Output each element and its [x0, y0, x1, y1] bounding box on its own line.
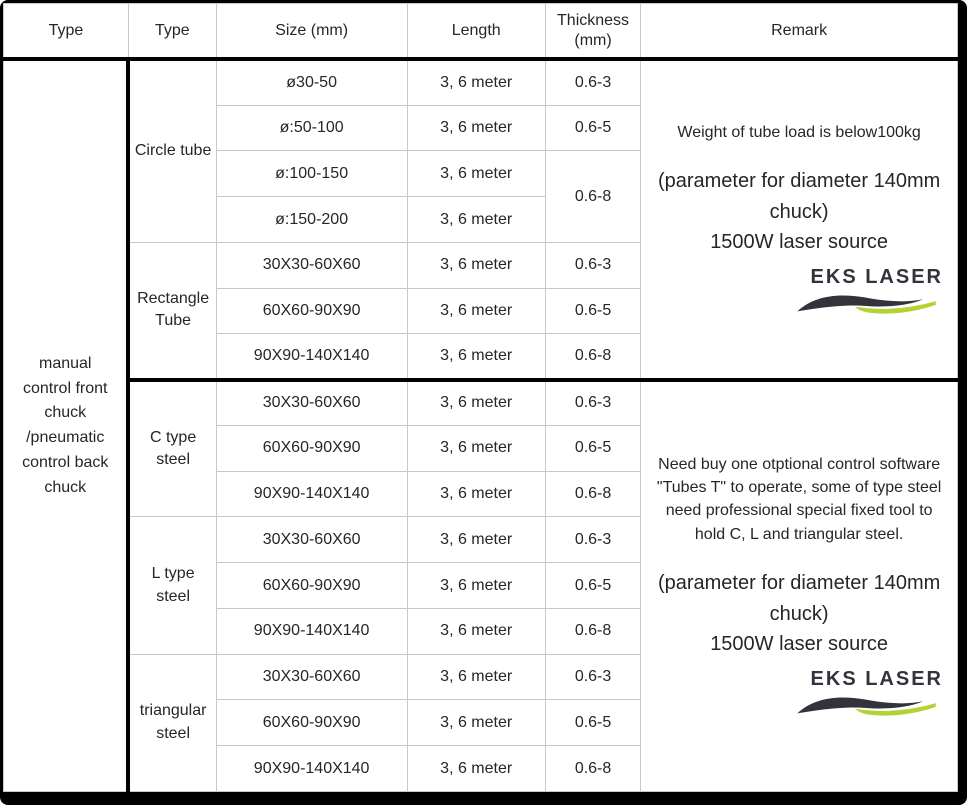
remark-parameter: (parameter for diameter 140mm chuck) [657, 170, 941, 224]
remark-laser-source: 1500W laser source [710, 632, 889, 655]
length-cell: 3, 6 meter [407, 746, 545, 792]
length-cell: 3, 6 meter [407, 151, 545, 197]
tube-type-l-steel: L type steel [128, 517, 216, 654]
table-row [4, 380, 958, 426]
length-cell: 3, 6 meter [407, 242, 545, 288]
size-cell: 90X90-140X140 [216, 608, 407, 654]
size-cell: 90X90-140X140 [216, 746, 407, 792]
size-cell: 30X30-60X60 [216, 242, 407, 288]
thickness-cell: 0.6-3 [545, 517, 640, 563]
tube-type-triangular-steel: triangular steel [128, 654, 216, 791]
size-cell: 60X60-90X90 [216, 700, 407, 746]
size-cell: ø:150-200 [216, 197, 407, 243]
size-cell: 90X90-140X140 [216, 334, 407, 380]
size-cell: 60X60-90X90 [216, 425, 407, 471]
remark-tube-cell [641, 59, 958, 379]
thickness-cell: 0.6-5 [545, 563, 640, 609]
thickness-cell: 0.6-8 [545, 471, 640, 517]
tube-type-circle: Circle tube [128, 59, 216, 242]
table-sheet [3, 3, 958, 792]
tube-type-rectangle: Rectangle Tube [128, 242, 216, 379]
length-cell: 3, 6 meter [407, 197, 545, 243]
remark-parameter: (parameter for diameter 140mm chuck) [657, 571, 941, 625]
size-cell: 30X30-60X60 [216, 654, 407, 700]
header-length: Length [407, 4, 545, 60]
thickness-cell-merged: 0.6-8 [545, 151, 640, 243]
length-cell: 3, 6 meter [407, 105, 545, 151]
size-cell: 60X60-90X90 [216, 563, 407, 609]
size-cell: ø:100-150 [216, 151, 407, 197]
eks-laser-logo [791, 266, 943, 318]
thickness-cell: 0.6-5 [545, 288, 640, 334]
thickness-cell: 0.6-3 [545, 380, 640, 426]
header-type-1: Type [4, 4, 129, 60]
thickness-cell: 0.6-8 [545, 608, 640, 654]
thickness-cell: 0.6-3 [545, 654, 640, 700]
remark-note: Weight of tube load is below100kg [677, 123, 921, 141]
eks-laser-swoosh-icon [791, 691, 943, 720]
length-cell: 3, 6 meter [407, 380, 545, 426]
length-cell: 3, 6 meter [407, 334, 545, 380]
header-type-2: Type [128, 4, 216, 60]
length-cell: 3, 6 meter [407, 59, 545, 105]
header-thickness: Thickness (mm) [545, 4, 640, 60]
length-cell: 3, 6 meter [407, 563, 545, 609]
length-cell: 3, 6 meter [407, 654, 545, 700]
length-cell: 3, 6 meter [407, 471, 545, 517]
size-cell: 30X30-60X60 [216, 517, 407, 563]
size-cell: ø:50-100 [216, 105, 407, 151]
size-cell: 60X60-90X90 [216, 288, 407, 334]
eks-laser-swoosh-icon [791, 289, 943, 318]
thickness-cell: 0.6-8 [545, 334, 640, 380]
thickness-cell: 0.6-8 [545, 746, 640, 792]
size-cell: 30X30-60X60 [216, 380, 407, 426]
eks-laser-logo-text: EKS LASER [810, 667, 943, 690]
length-cell: 3, 6 meter [407, 425, 545, 471]
length-cell: 3, 6 meter [407, 288, 545, 334]
header-remark: Remark [641, 4, 958, 60]
thickness-cell: 0.6-5 [545, 105, 640, 151]
remark-steel-cell [641, 380, 958, 792]
spec-table [3, 3, 958, 792]
length-cell: 3, 6 meter [407, 608, 545, 654]
thickness-cell: 0.6-5 [545, 425, 640, 471]
length-cell: 3, 6 meter [407, 700, 545, 746]
thickness-cell: 0.6-5 [545, 700, 640, 746]
thickness-cell: 0.6-3 [545, 59, 640, 105]
remark-note: Need buy one otptional control software "Tubes T" to operate, some of type steel need professional special fixed tool to hold C, L and triangular steel. [656, 455, 942, 543]
eks-laser-logo-text: EKS LASER [810, 266, 943, 289]
remark-laser-source: 1500W laser source [710, 231, 889, 254]
table-row [4, 59, 958, 105]
header-row [4, 4, 958, 60]
eks-laser-logo [791, 668, 943, 720]
thickness-cell: 0.6-3 [545, 242, 640, 288]
size-cell: 90X90-140X140 [216, 471, 407, 517]
size-cell: ø30-50 [216, 59, 407, 105]
machine-type-cell: manual control front chuck /pneumatic control back chuck [4, 59, 129, 791]
length-cell: 3, 6 meter [407, 517, 545, 563]
tube-type-c-steel: C type steel [128, 380, 216, 517]
header-size: Size (mm) [216, 4, 407, 60]
